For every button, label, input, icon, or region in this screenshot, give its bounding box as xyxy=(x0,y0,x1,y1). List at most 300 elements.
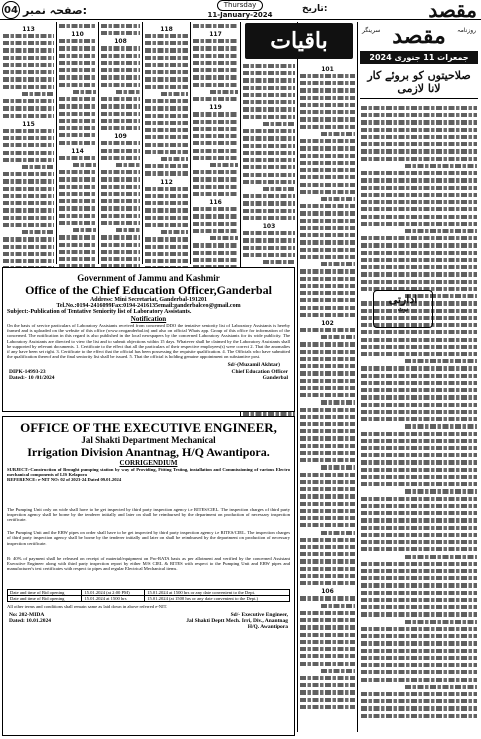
text-line xyxy=(193,177,238,181)
text-line xyxy=(361,171,477,175)
text-line xyxy=(361,526,477,530)
text-column-4 xyxy=(145,24,188,274)
text-line xyxy=(300,342,355,346)
text-line xyxy=(193,127,238,131)
list-item-number: 115 xyxy=(22,120,35,128)
list-item-number: 113 xyxy=(22,26,35,33)
masthead-tag-right: روزنامہ xyxy=(457,27,476,34)
text-line xyxy=(101,61,140,65)
text-line xyxy=(361,641,477,645)
text-line xyxy=(101,46,140,50)
text-line xyxy=(193,141,238,145)
text-line xyxy=(145,63,188,67)
text-line xyxy=(300,96,355,100)
text-line xyxy=(101,177,140,181)
section-title: باقیات xyxy=(245,23,353,59)
text-line xyxy=(243,253,295,257)
text-line xyxy=(193,68,238,72)
text-line xyxy=(145,135,188,139)
text-line xyxy=(361,215,477,219)
text-line xyxy=(300,538,355,542)
text-line xyxy=(3,172,54,176)
text-line xyxy=(300,480,355,484)
text-line xyxy=(3,34,54,38)
text-line xyxy=(193,185,238,189)
list-item-number: 110 xyxy=(71,31,84,39)
text-line xyxy=(361,497,477,501)
brand-logo: مقصد xyxy=(428,0,477,22)
text-line xyxy=(145,194,188,198)
text-line xyxy=(300,211,355,215)
notice2-dept: Jal Shakti Department Mechanical xyxy=(81,435,216,445)
text-line xyxy=(3,129,54,133)
text-line xyxy=(361,120,477,124)
text-line xyxy=(300,662,355,666)
text-line xyxy=(361,403,477,407)
text-line xyxy=(145,85,188,89)
text-line xyxy=(300,226,355,230)
text-line xyxy=(101,214,140,218)
text-line xyxy=(300,509,355,513)
text-line xyxy=(321,335,355,339)
text-line xyxy=(59,112,96,116)
text-line xyxy=(193,243,238,247)
text-line xyxy=(59,243,96,247)
list-item-number: 103 xyxy=(262,223,276,231)
notice2-corr: CORRIGENDIUM xyxy=(119,459,178,467)
text-line xyxy=(243,71,295,75)
date-caption: تاریخ: xyxy=(302,4,328,14)
text-line xyxy=(243,158,295,162)
list-item-number: 108 xyxy=(114,38,127,46)
text-line xyxy=(300,408,355,412)
text-line xyxy=(101,185,140,189)
text-line xyxy=(361,634,477,638)
text-line xyxy=(300,618,355,622)
text-line xyxy=(101,235,140,239)
text-line xyxy=(3,48,54,52)
text-line xyxy=(361,714,477,718)
text-line xyxy=(193,229,238,233)
text-line xyxy=(3,208,54,212)
text-line xyxy=(321,197,355,201)
text-column-7 xyxy=(300,64,355,712)
notice1-sig-place: Ganderbal xyxy=(262,374,288,381)
text-line xyxy=(3,41,54,45)
text-line xyxy=(243,115,295,119)
text-line xyxy=(300,350,355,354)
text-line xyxy=(210,236,238,240)
text-line xyxy=(59,192,96,196)
notice2-no: No: 202-MIDA xyxy=(9,611,45,618)
text-line xyxy=(300,625,355,629)
text-line xyxy=(59,185,96,189)
text-line xyxy=(361,547,477,551)
masthead-dateline: جمعرات 11 جنوری 2024 xyxy=(360,51,478,64)
text-line xyxy=(59,214,96,218)
text-line xyxy=(300,161,355,165)
text-line xyxy=(193,192,238,196)
text-line xyxy=(210,163,238,167)
text-line xyxy=(145,106,188,110)
text-line xyxy=(193,149,238,153)
text-line xyxy=(145,70,188,74)
text-line xyxy=(300,219,355,223)
text-line xyxy=(59,133,96,137)
text-line xyxy=(59,75,96,79)
text-line xyxy=(59,54,96,58)
text-line xyxy=(405,164,477,168)
text-line xyxy=(300,574,355,578)
text-line xyxy=(116,90,140,94)
text-line xyxy=(193,97,238,101)
text-line xyxy=(59,68,96,72)
text-line xyxy=(361,706,477,710)
text-line xyxy=(361,605,477,609)
text-line xyxy=(101,170,140,174)
text-line xyxy=(101,243,140,247)
list-item-number: 119 xyxy=(209,104,222,112)
text-line xyxy=(3,216,54,220)
text-line xyxy=(361,446,477,450)
text-line xyxy=(361,591,477,595)
text-line xyxy=(3,158,54,162)
text-line xyxy=(300,523,355,527)
text-line xyxy=(193,75,238,79)
text-line xyxy=(361,453,477,457)
notice1-office: Office of the Chief Education Officer,Ganderbal xyxy=(25,283,272,297)
text-line xyxy=(300,154,355,158)
text-line xyxy=(300,415,355,419)
text-line xyxy=(243,173,295,177)
text-line xyxy=(361,236,477,240)
text-line xyxy=(361,186,477,190)
page-number: 04 xyxy=(2,1,20,19)
text-line xyxy=(361,149,477,153)
text-line xyxy=(361,381,477,385)
text-line xyxy=(101,199,140,203)
date-block xyxy=(185,0,295,20)
list-item-number: 116 xyxy=(209,199,222,207)
text-line xyxy=(361,388,477,392)
notice2-sig1: Sd/- Executive Engineer, xyxy=(230,611,288,618)
text-line xyxy=(243,209,295,213)
text-line xyxy=(193,207,238,211)
notice1-subject: Subject:-Publication of Tentative Seniority list of Laboratory Assistants. xyxy=(7,309,192,315)
text-line xyxy=(405,685,477,689)
notice2-body3: B: 40% of payment shall be released on receipt of material/equipment on Pro-RATA basis as per allotment and verified by the concerned Assistant Executive Engineer along with third party inspection report by either M/S CIEL & RITES with respect to the Pumping Unit and ERW pipes and manufacturer's test certificates with respect to pipes and regular Electrical Mechanical items. xyxy=(7,555,290,572)
text-line xyxy=(321,465,355,469)
text-line xyxy=(59,221,96,225)
text-line xyxy=(405,489,477,493)
text-line xyxy=(300,698,355,702)
text-line xyxy=(193,24,238,28)
text-line xyxy=(361,533,477,537)
text-line xyxy=(263,187,295,191)
text-line xyxy=(101,156,140,160)
text-line xyxy=(193,54,238,58)
text-line xyxy=(193,39,238,43)
text-line xyxy=(101,221,140,225)
text-line xyxy=(101,104,140,108)
text-line xyxy=(300,291,355,295)
text-line xyxy=(361,504,477,508)
editorial-box xyxy=(373,290,433,328)
text-line xyxy=(116,163,140,167)
text-line xyxy=(300,248,355,252)
text-line xyxy=(101,83,140,87)
text-line xyxy=(193,170,238,174)
text-line xyxy=(3,223,54,227)
text-line xyxy=(405,359,477,363)
text-line xyxy=(243,129,295,133)
text-line xyxy=(361,627,477,631)
text-line xyxy=(300,81,355,85)
notice1-address: Address: Mini Secretariat, Ganderbal-191201 xyxy=(89,297,208,303)
text-line xyxy=(145,143,188,147)
text-line xyxy=(193,258,238,262)
notice1-dated: Dated:- 10 /01/2024 xyxy=(9,374,55,381)
text-line xyxy=(243,86,295,90)
text-line xyxy=(361,482,477,486)
text-line xyxy=(243,194,295,198)
text-line xyxy=(193,112,238,116)
text-line xyxy=(22,92,54,96)
text-line xyxy=(161,92,188,96)
text-line xyxy=(405,229,477,233)
text-line xyxy=(3,187,54,191)
notice-executive-engineer xyxy=(2,416,295,736)
text-line xyxy=(59,119,96,123)
text-line xyxy=(145,128,188,132)
text-line xyxy=(3,56,54,60)
text-line xyxy=(243,238,295,242)
notice2-office: OFFICE OF THE EXECUTIVE ENGINEER, xyxy=(20,420,277,435)
text-line xyxy=(300,183,355,187)
text-line xyxy=(59,199,96,203)
text-line xyxy=(59,235,96,239)
text-line xyxy=(3,106,54,110)
text-line xyxy=(3,63,54,67)
text-line xyxy=(59,206,96,210)
text-line xyxy=(300,146,355,150)
text-line xyxy=(145,114,188,118)
text-line xyxy=(361,670,477,674)
text-line xyxy=(59,126,96,130)
text-line xyxy=(59,156,96,160)
date-label: 11-January-2024 xyxy=(207,11,273,19)
text-line xyxy=(361,113,477,117)
text-line xyxy=(361,345,477,349)
text-line xyxy=(73,163,96,167)
list-item-number: 101 xyxy=(321,66,334,73)
text-line xyxy=(361,207,477,211)
text-line xyxy=(243,144,295,148)
text-line xyxy=(361,417,477,421)
text-line xyxy=(361,157,477,161)
text-line xyxy=(243,93,295,97)
text-line xyxy=(243,136,295,140)
text-line xyxy=(243,201,295,205)
text-line xyxy=(300,545,355,549)
text-line xyxy=(3,252,54,256)
text-line xyxy=(300,240,355,244)
text-line xyxy=(300,705,355,709)
text-line xyxy=(361,649,477,653)
text-line xyxy=(300,640,355,644)
text-line xyxy=(361,511,477,515)
text-line xyxy=(59,141,96,145)
text-line xyxy=(3,237,54,241)
list-item-number: 118 xyxy=(160,26,173,33)
text-line xyxy=(361,598,477,602)
text-line xyxy=(300,611,355,615)
text-line xyxy=(243,151,295,155)
text-line xyxy=(300,269,355,273)
text-line xyxy=(243,246,295,250)
text-line xyxy=(321,604,355,608)
notice2-body1: The Pumping Unit only on wide shall have to be get inspected by third party inspection agency i.e RITES/CIEL. The inspection charges of third party inspection agency shall be borne by the tenderer initially and later on shall be reimbursed by the department on production of necessary inspection certificate. xyxy=(7,506,290,523)
text-line xyxy=(300,444,355,448)
text-line xyxy=(361,243,477,247)
notice1-sig-title: Chief Education Officer xyxy=(231,368,288,375)
text-line xyxy=(300,364,355,368)
text-line xyxy=(300,654,355,658)
text-line xyxy=(59,46,96,50)
text-line xyxy=(321,400,355,404)
text-line xyxy=(405,555,477,559)
text-line xyxy=(361,128,477,132)
text-line xyxy=(361,352,477,356)
text-line xyxy=(59,39,96,43)
text-line xyxy=(145,150,188,154)
text-line xyxy=(193,251,238,255)
text-line xyxy=(300,277,355,281)
text-line xyxy=(101,141,140,145)
text-line xyxy=(101,24,140,28)
text-line xyxy=(145,259,188,263)
text-line xyxy=(300,117,355,121)
masthead-tag-left: سرینگر xyxy=(362,27,381,34)
text-line xyxy=(3,85,54,89)
text-line xyxy=(361,699,477,703)
text-line xyxy=(300,313,355,317)
text-line xyxy=(263,260,295,264)
text-column-5 xyxy=(193,24,238,280)
text-line xyxy=(3,151,54,155)
text-line xyxy=(193,222,238,226)
text-line xyxy=(145,208,188,212)
text-line xyxy=(145,41,188,45)
text-line xyxy=(145,56,188,60)
notice1-org: Government of Jammu and Kashmir xyxy=(77,273,220,283)
editorial-box-sub: نوٹ xyxy=(397,306,409,313)
text-line xyxy=(161,157,188,161)
text-line xyxy=(361,562,477,566)
text-line xyxy=(361,576,477,580)
text-line xyxy=(263,122,295,126)
text-line xyxy=(361,374,477,378)
text-line xyxy=(145,245,188,249)
text-line xyxy=(361,142,477,146)
text-line xyxy=(101,257,140,261)
text-line xyxy=(300,647,355,651)
text-line xyxy=(300,422,355,426)
text-line xyxy=(161,230,188,234)
text-line xyxy=(361,106,477,110)
text-line xyxy=(300,255,355,259)
text-line xyxy=(300,386,355,390)
text-line xyxy=(321,132,355,136)
text-line xyxy=(300,74,355,78)
text-line xyxy=(22,165,54,169)
text-line xyxy=(361,460,477,464)
text-line xyxy=(300,451,355,455)
text-line xyxy=(145,171,188,175)
text-line xyxy=(3,143,54,147)
text-line xyxy=(300,516,355,520)
text-line xyxy=(361,280,477,284)
text-line xyxy=(300,110,355,114)
text-line xyxy=(300,371,355,375)
text-line xyxy=(59,250,96,254)
text-line xyxy=(3,99,54,103)
text-line xyxy=(361,200,477,204)
text-line xyxy=(361,178,477,182)
text-line xyxy=(243,107,295,111)
text-line xyxy=(145,34,188,38)
text-line xyxy=(361,518,477,522)
text-line xyxy=(243,165,295,169)
text-line xyxy=(145,164,188,168)
text-line xyxy=(361,663,477,667)
text-line xyxy=(361,569,477,573)
text-line xyxy=(145,201,188,205)
text-line xyxy=(300,393,355,397)
text-line xyxy=(361,258,477,262)
page-number-block xyxy=(2,1,87,19)
text-line xyxy=(361,366,477,370)
list-item-number: 114 xyxy=(71,147,84,155)
list-item-number: 102 xyxy=(321,319,334,327)
text-line xyxy=(361,135,477,139)
text-line xyxy=(145,48,188,52)
editorial-headline: صلاحیتوں کو بروئے کار لانا لازمی xyxy=(360,69,478,99)
text-line xyxy=(300,683,355,687)
text-line xyxy=(300,204,355,208)
text-line xyxy=(361,475,477,479)
text-line xyxy=(361,656,477,660)
text-line xyxy=(361,540,477,544)
text-line xyxy=(59,61,96,65)
text-line xyxy=(59,24,96,28)
notice1-body: On the basis of service particulars of Laboratory Assistants received from concerned DDO the tentative seniority list of Laboratory Assistants is hereby framed and is uploaded on the website of this office (www.ceoganderbal.in) and also on official Whats app. Group of this office for information of the concerned. The notification in this regard is also published in the local newspapers by the concerned Laboratory Assistants for its wide publicity. The Laboratory Assistants are directed to view the list and to submit objections within 15 days. Whatever shall be claimed by the Laboratory Assistants shall be supported by relevant documents. 1. Certificate to the effect that all the particulars of their respective employees(s) were correct 2. That the anomalies if any have been set right. 3. Certificate to the effect that the official has been possessing the requisite qualification. 4. The Officials who have submitted the qualification thereof and the final seniority list shall be issued. 5. That the official is holding genuine appointment on substantive post. xyxy=(7,323,290,360)
text-line xyxy=(59,170,96,174)
text-line xyxy=(300,458,355,462)
text-line xyxy=(405,620,477,624)
text-line xyxy=(3,136,54,140)
list-item-number: 117 xyxy=(209,31,222,39)
text-line xyxy=(145,77,188,81)
text-line xyxy=(361,330,477,334)
text-line xyxy=(361,468,477,472)
text-line xyxy=(361,251,477,255)
text-line xyxy=(193,46,238,50)
text-line xyxy=(101,112,140,116)
notice1-sig-name: Sd/-(Muzamil Akhtar) xyxy=(227,362,280,369)
text-line xyxy=(321,669,355,673)
text-line xyxy=(193,61,238,65)
